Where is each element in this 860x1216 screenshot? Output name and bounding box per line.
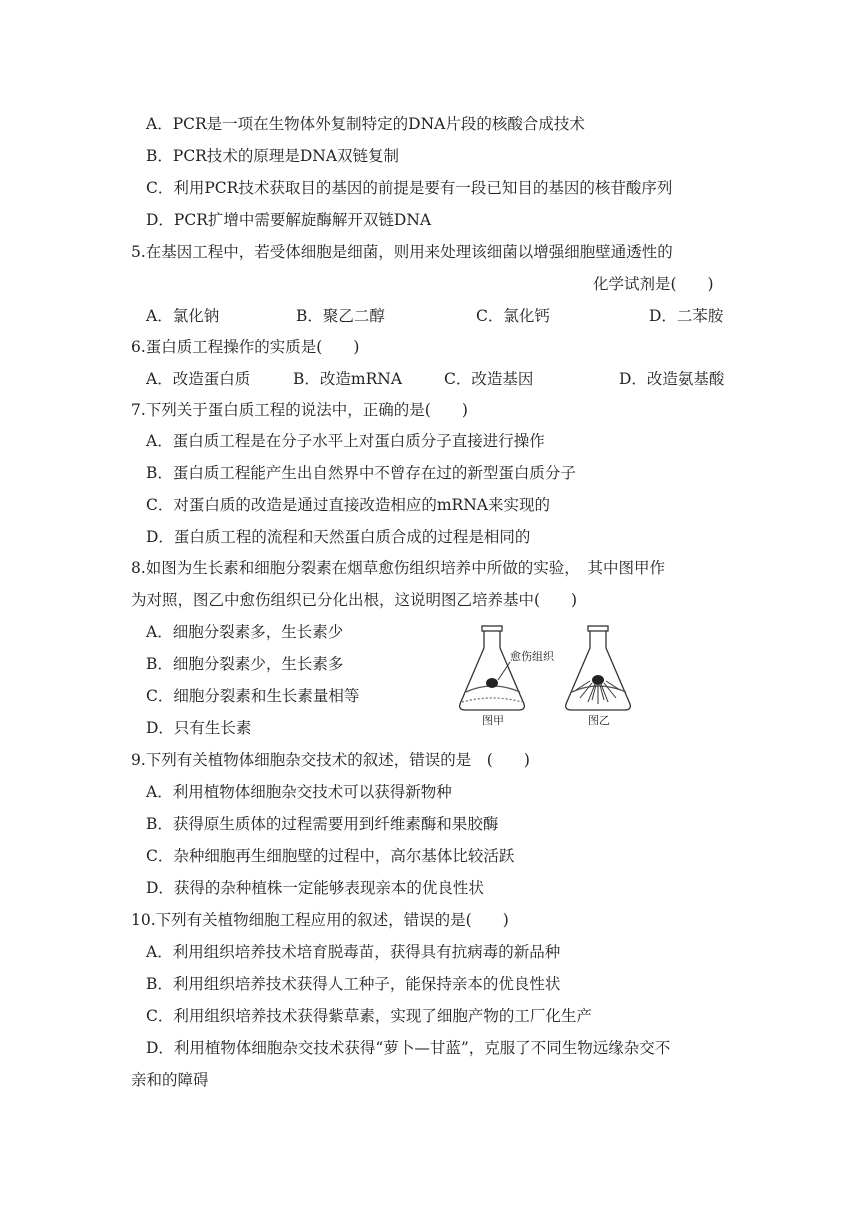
- q4-option-b: B．PCR技术的原理是DNA双链复制: [146, 147, 400, 165]
- q6-option-c: C．改造基因: [444, 370, 534, 388]
- q5-option-a: A．氯化钠: [146, 307, 220, 325]
- q5-stem-line2: 化学试剂是( ): [593, 275, 714, 293]
- q6-stem: 6.蛋白质工程操作的实质是( ): [131, 338, 360, 356]
- q5-option-c: C．氯化钙: [476, 307, 550, 325]
- q8-option-d: D．只有生长素: [146, 719, 252, 737]
- q10-option-d-line2: 亲和的障碍: [131, 1071, 209, 1089]
- callus-pointer: [498, 662, 510, 680]
- q6-option-b: B．改造mRNA: [293, 370, 403, 388]
- q10-option-a: A．利用组织培养技术培育脱毒苗，获得具有抗病毒的新品种: [146, 943, 561, 961]
- q7-option-d: D．蛋白质工程的流程和天然蛋白质合成的过程是相同的: [146, 528, 531, 546]
- q8-option-b: B．细胞分裂素少，生长素多: [146, 655, 344, 673]
- callus-culture-figure: [452, 622, 652, 726]
- q8-stem-line1: 8.如图为生长素和细胞分裂素在烟草愈伤组织培养中所做的实验， 其中图甲作: [131, 559, 666, 577]
- q5-option-d: D．二苯胺: [649, 307, 724, 325]
- q9-option-c: C．杂种细胞再生细胞壁的过程中，高尔基体比较活跃: [146, 847, 515, 865]
- q5-option-b: B．聚乙二醇: [296, 307, 385, 325]
- q7-stem: 7.下列关于蛋白质工程的说法中，正确的是( ): [131, 401, 468, 419]
- q6-option-a: A．改造蛋白质: [146, 370, 251, 388]
- q5-stem-line1: 5.在基因工程中，若受体细胞是细菌，则用来处理该细菌以增强细胞壁通透性的: [131, 243, 673, 261]
- figure-label-yi: 图乙: [588, 714, 610, 726]
- q7-option-c: C．对蛋白质的改造是通过直接改造相应的mRNA来实现的: [146, 496, 550, 514]
- callus-tissue-yi: [592, 675, 604, 685]
- q4-option-d: D．PCR扩增中需要解旋酶解开双链DNA: [146, 211, 432, 229]
- q9-option-b: B．获得原生质体的过程需要用到纤维素酶和果胶酶: [146, 815, 499, 833]
- q10-option-c: C．利用组织培养技术获得紫草素，实现了细胞产物的工厂化生产: [146, 1007, 592, 1025]
- flask-jia: [460, 626, 525, 710]
- q8-option-c: C．细胞分裂素和生长素量相等: [146, 687, 360, 705]
- q6-option-d: D．改造氨基酸: [619, 370, 725, 388]
- q8-option-a: A．细胞分裂素多，生长素少: [146, 623, 344, 641]
- q9-option-a: A．利用植物体细胞杂交技术可以获得新物种: [146, 783, 452, 801]
- q7-option-b: B．蛋白质工程能产生出自然界中不曾存在过的新型蛋白质分子: [146, 464, 576, 482]
- q10-option-b: B．利用组织培养技术获得人工种子，能保持亲本的优良性状: [146, 975, 561, 993]
- q8-stem-line2: 为对照，图乙中愈伤组织已分化出根，这说明图乙培养基中( ): [131, 591, 578, 609]
- q9-stem: 9.下列有关植物体细胞杂交技术的叙述，错误的是 ( ): [131, 751, 530, 769]
- q10-option-d-line1: D．利用植物体细胞杂交技术获得“萝卜—甘蓝”，克服了不同生物远缘杂交不: [146, 1039, 671, 1057]
- figure-label-jia: 图甲: [482, 714, 504, 726]
- q10-stem: 10.下列有关植物细胞工程应用的叙述，错误的是( ): [131, 911, 509, 929]
- callus-tissue-jia: [486, 678, 498, 688]
- q9-option-d: D．获得的杂种植株一定能够表现亲本的优良性状: [146, 879, 484, 897]
- q7-option-a: A．蛋白质工程是在分子水平上对蛋白质分子直接进行操作: [146, 432, 545, 450]
- q4-option-c: C．利用PCR技术获取目的基因的前提是要有一段已知目的基因的核苷酸序列: [146, 179, 673, 197]
- q4-option-a: A．PCR是一项在生物体外复制特定的DNA片段的核酸合成技术: [146, 115, 585, 133]
- callus-label: 愈伤组织: [510, 650, 554, 663]
